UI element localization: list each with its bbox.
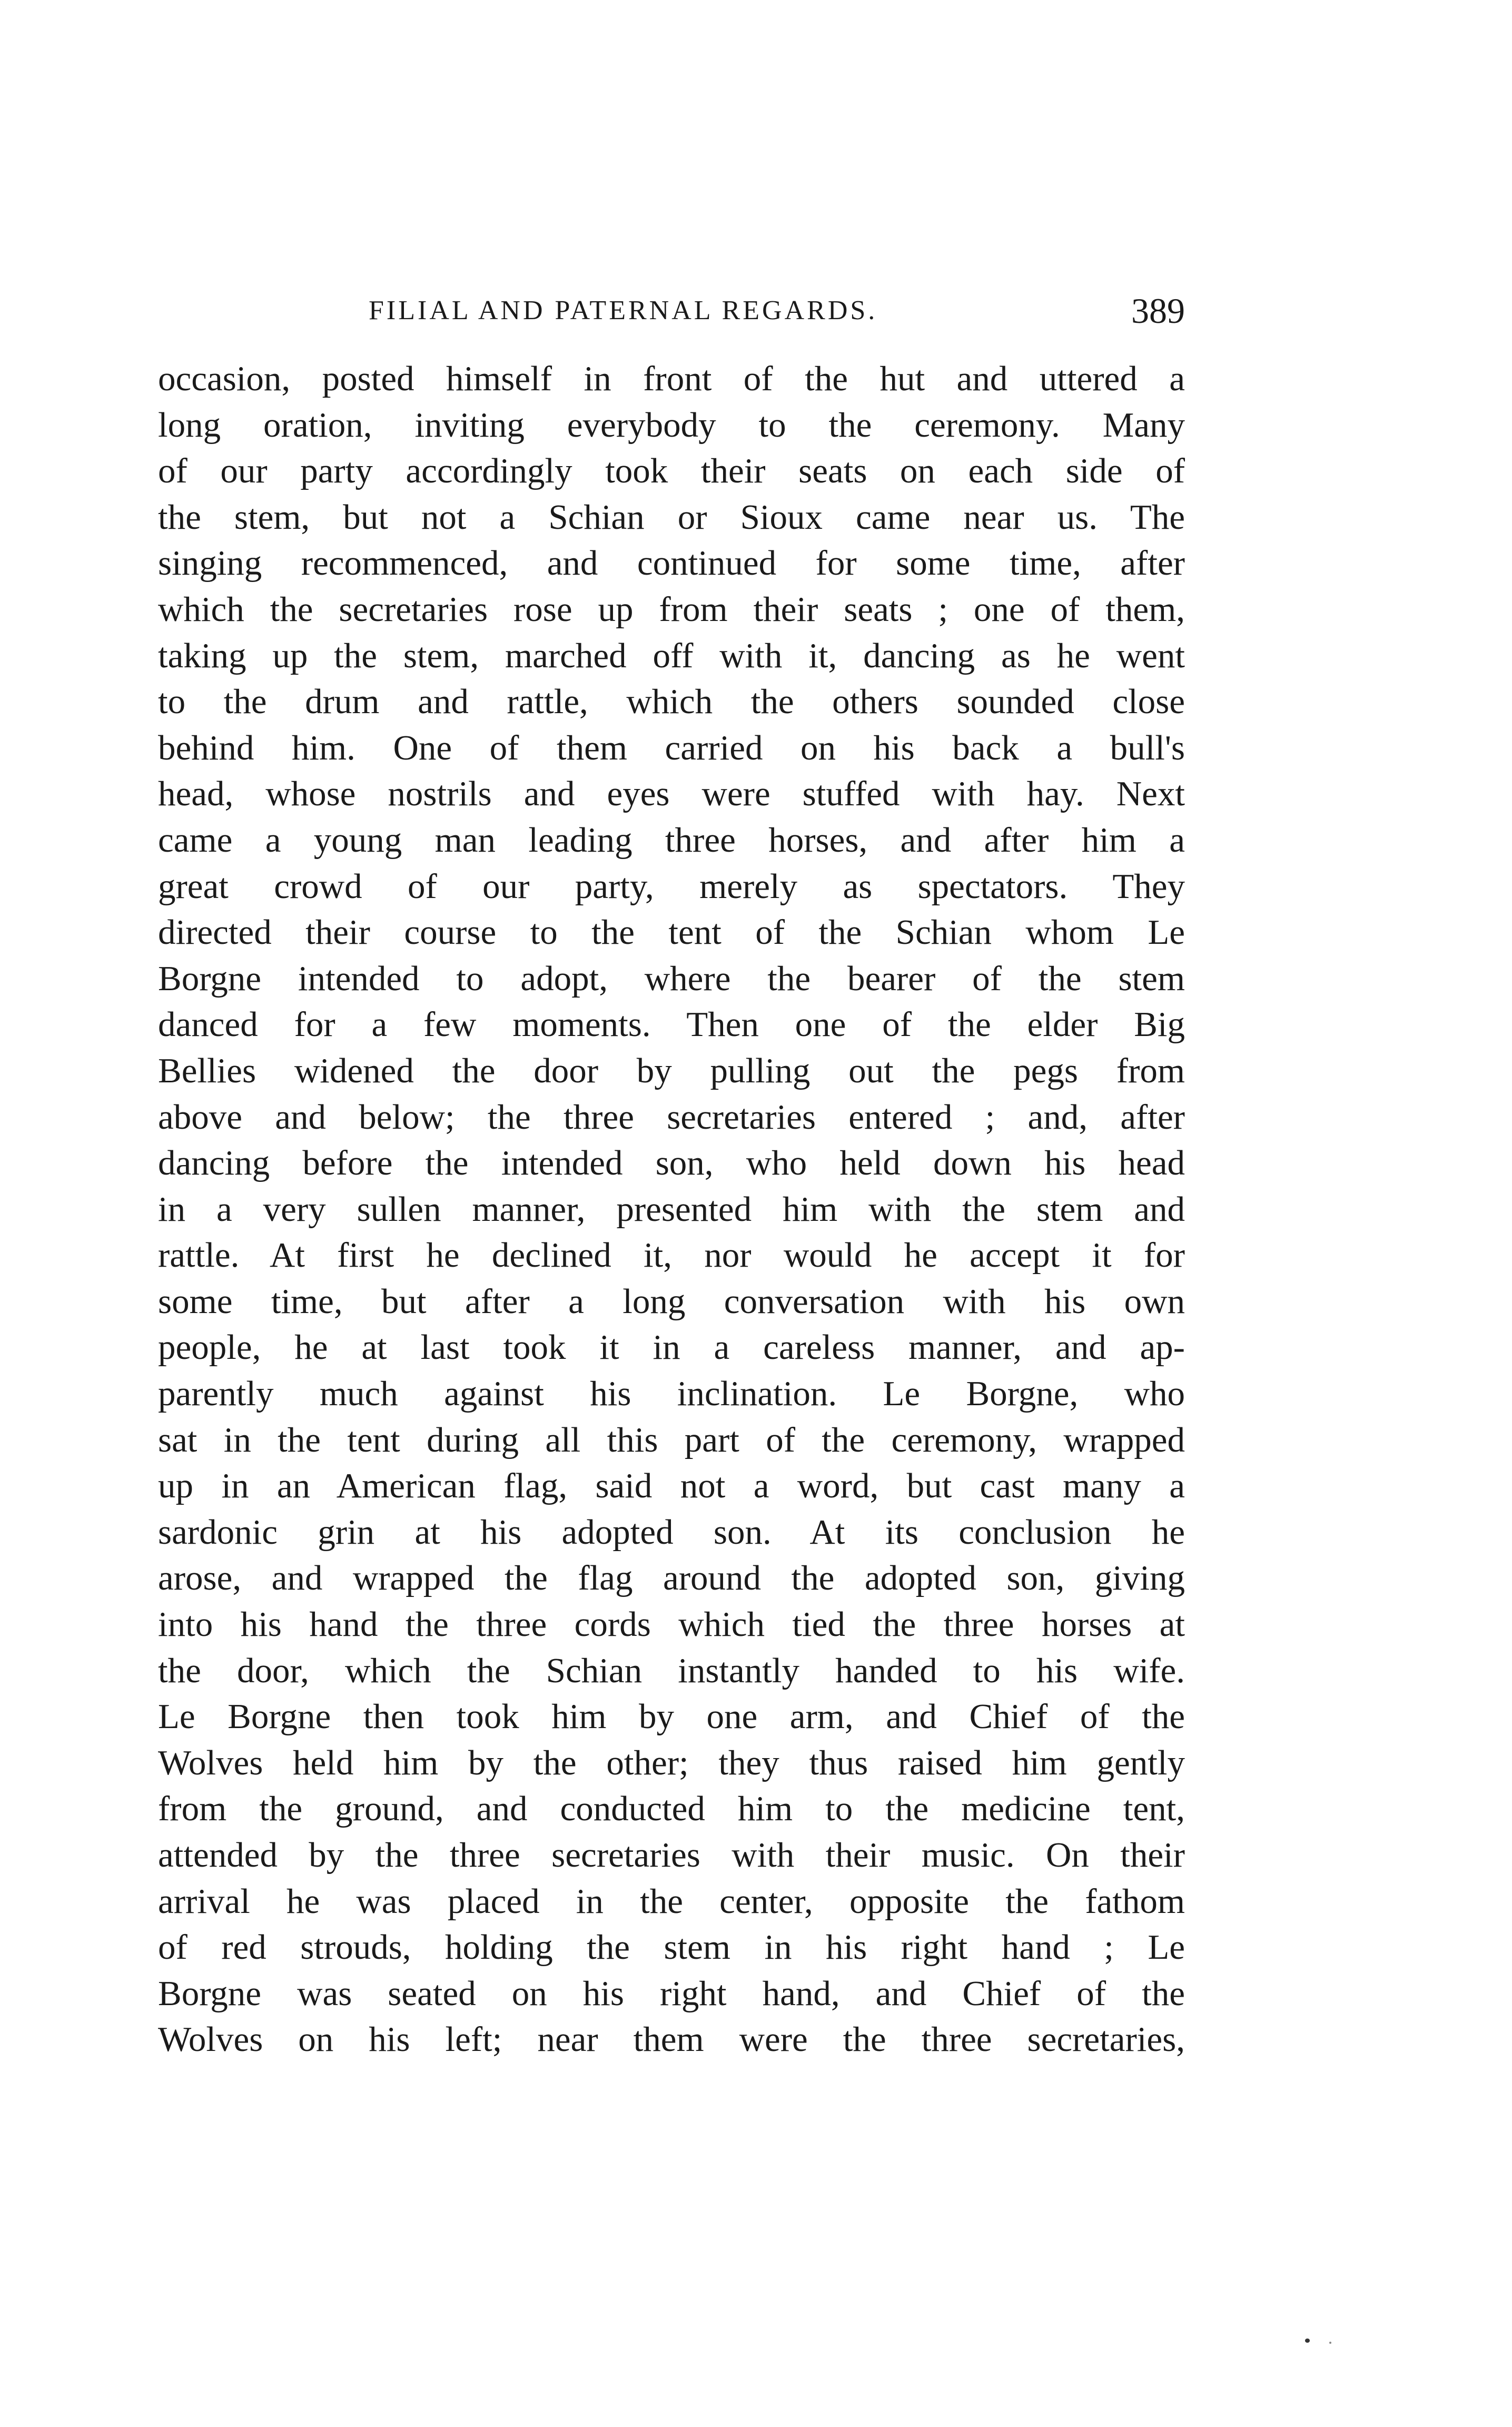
text-line: parently much against his inclination. Le Borgne, who [158, 1374, 1185, 1414]
running-header [158, 287, 1185, 334]
text-line: arose, and wrapped the flag around the adopted son, giving [158, 1558, 1185, 1598]
print-speck [1305, 2339, 1310, 2343]
text-line: great crowd of our party, merely as spectators. They [158, 866, 1185, 906]
running-title: FILIAL AND PATERNAL REGARDS. [369, 295, 878, 325]
text-line: in a very sullen manner, presented him with the stem and [158, 1189, 1185, 1229]
text-line: attended by the three secretaries with their music. On their [158, 1836, 1185, 1874]
text-line: from the ground, and conducted him to the medicine tent, [158, 1789, 1185, 1829]
text-line: arrival he was placed in the center, opposite the fathom [158, 1881, 1185, 1921]
text-line: some time, but after a long conversation with his own [158, 1281, 1185, 1321]
text-line: of our party accordingly took their seats on each side of [158, 451, 1185, 491]
text-line: rattle. At first he declined it, nor would he accept it for [158, 1236, 1185, 1275]
body-text [158, 356, 1185, 2063]
text-line: into his hand the three cords which tied the three horses at [158, 1605, 1185, 1644]
text-line: occasion, posted himself in front of the hut and uttered a [158, 359, 1185, 398]
text-line: Borgne was seated on his right hand, and Chief of the [158, 1974, 1185, 2013]
text-line: the stem, but not a Schian or Sioux came near us. The [158, 497, 1185, 537]
text-line: head, whose nostrils and eyes were stuffed with hay. Next [158, 774, 1185, 814]
text-line: long oration, inviting everybody to the ceremony. Many [158, 405, 1185, 445]
text-line: of red strouds, holding the stem in his right hand ; Le [158, 1928, 1185, 1967]
text-line: Le Borgne then took him by one arm, and Chief of the [158, 1697, 1185, 1737]
text-line: sat in the tent during all this part of the ceremony, wrapped [158, 1420, 1185, 1459]
text-line: people, he at last took it in a careless manner, and ap- [158, 1328, 1185, 1367]
text-line: up in an American flag, said not a word, but cast many a [158, 1466, 1185, 1506]
text-line: Borgne intended to adopt, where the bearer of the stem [158, 959, 1185, 998]
text-line: Bellies widened the door by pulling out the pegs from [158, 1051, 1185, 1090]
text-line: dancing before the intended son, who held down his head [158, 1143, 1185, 1183]
page-number: 389 [1131, 291, 1185, 331]
text-line: directed their course to the tent of the Schian whom Le [158, 913, 1185, 952]
text-line: singing recommenced, and continued for some time, after [158, 544, 1185, 583]
text-line: Wolves held him by the other; they thus raised him gently [158, 1743, 1185, 1782]
text-line: danced for a few moments. Then one of the elder Big [158, 1005, 1185, 1044]
print-speck [1329, 2342, 1331, 2344]
text-line: the door, which the Schian instantly handed to his wife. [158, 1651, 1185, 1690]
text-line: which the secretaries rose up from their seats ; one of them, [158, 589, 1185, 629]
text-line: behind him. One of them carried on his back a bull's [158, 728, 1185, 767]
text-line: Wolves on his left; near them were the three secretaries, [158, 2020, 1185, 2059]
text-line: to the drum and rattle, which the others sounded close [158, 682, 1185, 722]
text-line: taking up the stem, marched off with it, dancing as he went [158, 636, 1185, 675]
text-line: came a young man leading three horses, and after him a [158, 820, 1185, 860]
text-line: sardonic grin at his adopted son. At its conclusion he [158, 1512, 1185, 1552]
text-line: above and below; the three secretaries entered ; and, after [158, 1097, 1185, 1137]
